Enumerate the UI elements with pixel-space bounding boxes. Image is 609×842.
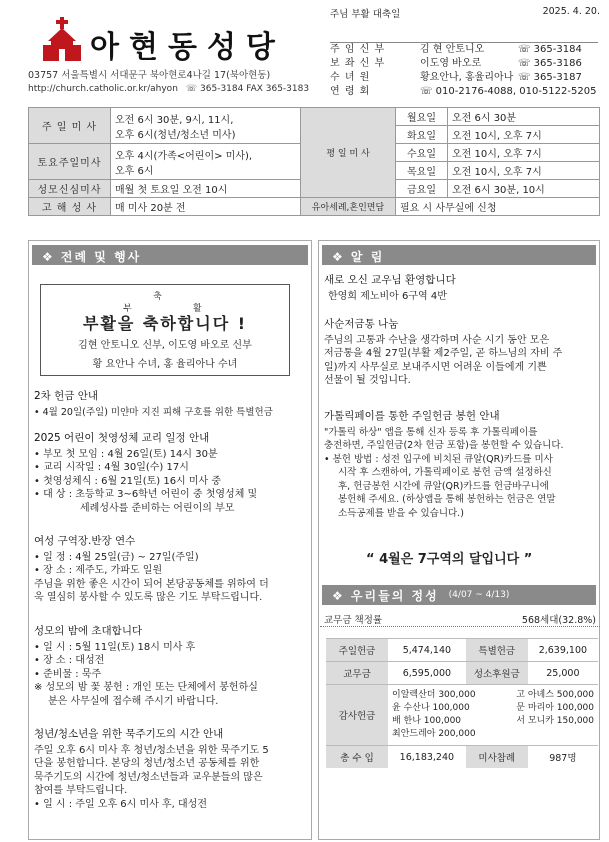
block-line: 선물이 될 것입니다. [324,375,411,386]
dues-rate [320,612,600,627]
liturgy-section-header: ❖ 전례 및 행사 [32,245,308,265]
block-line: 참여를 부탁드립니다. [34,785,128,796]
block-title: 새로 오신 교우님 환영합니다 [324,274,456,286]
notice-section-header: ❖ 알 림 [322,245,596,265]
easter-line: 황 요안나 수녀, 홍 율리아나 수녀 [92,359,238,370]
dues-rate-value: 568세대(32.8%) [521,615,596,626]
block-line: • 일 시 : 주일 오후 6시 미사 후, 대성전 [34,798,207,810]
offering-value: 25,000 [528,662,598,685]
notice-block [34,390,309,419]
block-line: 저금통을 4월 27일(부활 제2주일, 곧 하느님의 자비 주 [324,348,563,359]
staff-row: 주 임 신 부 김 현 안토니오 ☏ 365-3184 [330,44,582,55]
notice-block [324,318,596,388]
offering-value: 16,183,240 [388,746,466,769]
weekday-time: 오전 10시, 오후 7시 [448,144,600,162]
offering-label: 교무금 [326,662,388,685]
block-line: 시작 후 스캔하여, 가톨릭페이로 봉헌 금액 설정하신 [338,467,552,478]
donor: 문 마리아 100,000 [516,703,594,713]
confession-label: 고 해 성 사 [29,198,111,216]
saturday-mass-label: 토요주일미사 [29,144,111,180]
block-line: • 장 소 : 제주도, 가파도 일원 [34,565,163,576]
staff-row: 연 령 회 ☏ 010-2176-4088, 010-5122-5205 [330,86,597,97]
offering-value: 987명 [528,746,598,769]
month-quote: “ 4월은 7구역의 달입니다 ” [366,552,533,567]
easter-greeting-box [40,284,290,376]
block-line: 묵주기도의 시간에 청년/청소년들과 교우분들의 많은 [34,771,263,783]
weekday-time: 오전 10시, 오후 7시 [448,126,600,144]
offering-section-header [322,585,596,605]
notice-block [324,410,596,520]
block-title: 성모의 밤에 초대합니다 [34,625,143,637]
easter-top-right: 활 [193,304,202,314]
offering-label: 미사참례 [466,746,528,769]
block-line: 주님을 위한 좋은 시간이 되어 본당공동체를 위하여 더 [34,578,269,590]
feast-date [330,6,600,22]
weekday-day: 월요일 [396,108,448,126]
first-sat-mass-time: 매월 첫 토요일 오전 10시 [111,180,301,198]
block-line: ※ 성모의 밤 꽃 봉헌 : 개인 또는 단체에서 봉헌하실 [34,682,258,693]
block-line: • 4월 20일(주일) 미얀마 지진 피해 구호를 위한 특별헌금 [34,406,273,418]
block-line: 충전하면, 주일헌금(2차 헌금 포함)을 봉헌할 수 있습니다. [324,440,564,451]
donor: 윤 수산나 100,000 [392,703,470,713]
notice-block [34,535,309,605]
notice-block [34,728,309,811]
donor: 이알렉산더 300,000 [392,690,476,700]
block-line: • 대 상 : 초등학교 3~6학년 어린이 중 첫영성체 및 [34,489,258,500]
sunday-mass-label: 주 일 미 사 [29,108,111,144]
offering-period: (4/07 ~ 4/13) [448,590,510,600]
block-title: 청년/청소년을 위한 묵주기도의 시간 안내 [34,728,224,740]
block-line: • 일 시 : 5월 11일(토) 18시 미사 후 [34,641,196,653]
offering-value: 6,595,000 [388,662,466,685]
phone-fax: ☏ 365-3184 FAX 365-3183 [185,84,310,94]
block-line: 봉헌해 주세요. (하상앱을 통해 봉헌하는 헌금은 연말 [338,494,556,505]
block-line: 분은 사무실에 접수해 주시기 바랍니다. [48,695,219,707]
dues-rate-label: 교무금 책정률 [324,615,383,626]
block-title: 가톨릭페이를 통한 주일헌금 봉헌 안내 [324,410,500,422]
offering-label: 총 수 입 [326,746,388,769]
church-name: 아현동성당 [90,30,285,65]
block-line: 일)까지 사무실로 보내주시면 어려운 이들에게 기쁜 [324,361,547,373]
block-line: • 부모 첫 모임 : 4월 26일(토) 14시 30분 [34,448,218,460]
church-logo-icon [42,17,82,61]
donor: 고 아녜스 500,000 [516,690,594,700]
baptism-text: 필요 시 사무실에 신청 [396,198,600,216]
staff-row: 보 좌 신 부 이도영 바오로 ☏ 365-3186 [330,58,582,69]
block-line: • 교리 시작일 : 4월 30일(수) 17시 [34,462,189,473]
contact-line [28,84,309,94]
easter-line: 김현 안토니오 신부, 이도영 바오로 신부 [78,340,252,351]
offering-label: 특별헌금 [466,639,528,662]
weekday-time: 오전 10시, 오후 7시 [448,162,600,180]
block-line: "가톨릭 하상" 앱을 통해 신자 등록 후 가톨릭페이를 [324,426,538,438]
block-line: 욱 열심히 봉사할 수 있도록 많은 기도 부탁드립니다. [34,592,263,603]
block-line: 소득공제를 받을 수 있습니다.) [338,507,464,519]
block-title: 2차 헌금 안내 [34,390,99,402]
block-title: 2025 어린이 첫영성체 교리 일정 안내 [34,432,210,444]
block-title: 사순저금통 나눔 [324,318,399,330]
weekday-day: 화요일 [396,126,448,144]
offering-label: 성소후원금 [466,662,528,685]
block-line: 주일 오후 6시 미사 후 청년/청소년을 위한 묵주기도 5 [34,744,269,756]
donor: 서 모니카 150,000 [516,716,594,726]
block-line: • 장 소 : 대성전 [34,655,105,666]
first-sat-mass-label: 성모신심미사 [29,180,111,198]
notice-block [34,625,309,708]
easter-title: 부활을 축하합니다 ! [82,314,248,333]
weekday-time: 오전 6시 30분, 10시 [448,180,600,198]
notice-block [34,432,309,515]
block-line: • 준비물 : 묵주 [34,668,102,680]
donor: 최안드레아 200,000 [392,729,476,739]
baptism-label: 유아세례,혼인면담 [301,198,396,216]
staff-row: 수 녀 원 황요안나, 홍율리아나 ☏ 365-3187 [330,72,582,83]
offering-table [326,638,598,768]
block-line: • 일 정 : 4월 25일(금) ~ 27일(주일) [34,551,199,563]
weekday-mass-label: 평 일 미 사 [301,108,396,198]
donor: 배 한나 100,000 [392,716,462,726]
sunday-mass-times: 오전 6시 30분, 9시, 11시, 오후 6시(청년/청소년 미사) [111,108,301,144]
block-line: 세례성사를 준비하는 어린이의 부모 [80,502,235,514]
block-line: 단을 봉헌합니다. 본당의 청년/청소년 공동체를 위한 [34,758,260,769]
staff-list [330,42,598,99]
address: 03757 서울특별시 서대문구 북아현로4나길 17(북아현동) [28,70,271,81]
weekday-day: 목요일 [396,162,448,180]
offering-value: 5,474,140 [388,639,466,662]
offering-title: ❖ 우리들의 정성 [332,588,439,603]
easter-top: 축 [153,292,162,302]
block-line: • 봉헌 방법 : 성전 입구에 비치된 큐알(QR)카드를 미사 [324,453,553,465]
block-line: 주님의 고통과 수난을 생각하며 사순 시기 동안 모은 [324,334,550,346]
block-line: 후, 헌금봉헌 시간에 큐알(QR)카드를 헌금바구니에 [338,480,549,492]
saturday-mass-times: 오후 4시(가족<어린이> 미사), 오후 6시 [111,144,301,180]
block-line: • 첫영성체식 : 6월 21일(토) 16시 미사 중 [34,475,222,487]
notice-block [324,274,596,303]
offering-label: 주일헌금 [326,639,388,662]
website-link[interactable]: http://church.catholic.or.kr/ahyon [28,84,178,94]
easter-top-left: 부 [123,304,132,314]
bulletin-date: 2025. 4. 20. [542,6,600,17]
weekday-day: 수요일 [396,144,448,162]
thanks-offering-list [388,685,598,746]
mass-schedule-table [28,107,600,216]
feast-name: 주님 부활 대축일 [330,9,401,20]
block-line: 한영희 제노비아 6구역 4반 [328,290,447,302]
offering-value: 2,639,100 [528,639,598,662]
offering-label: 감사헌금 [326,685,388,746]
weekday-day: 금요일 [396,180,448,198]
weekday-time: 오전 6시 30분 [448,108,600,126]
block-title: 여성 구역장.반장 연수 [34,535,136,547]
confession-time: 매 미사 20분 전 [111,198,301,216]
